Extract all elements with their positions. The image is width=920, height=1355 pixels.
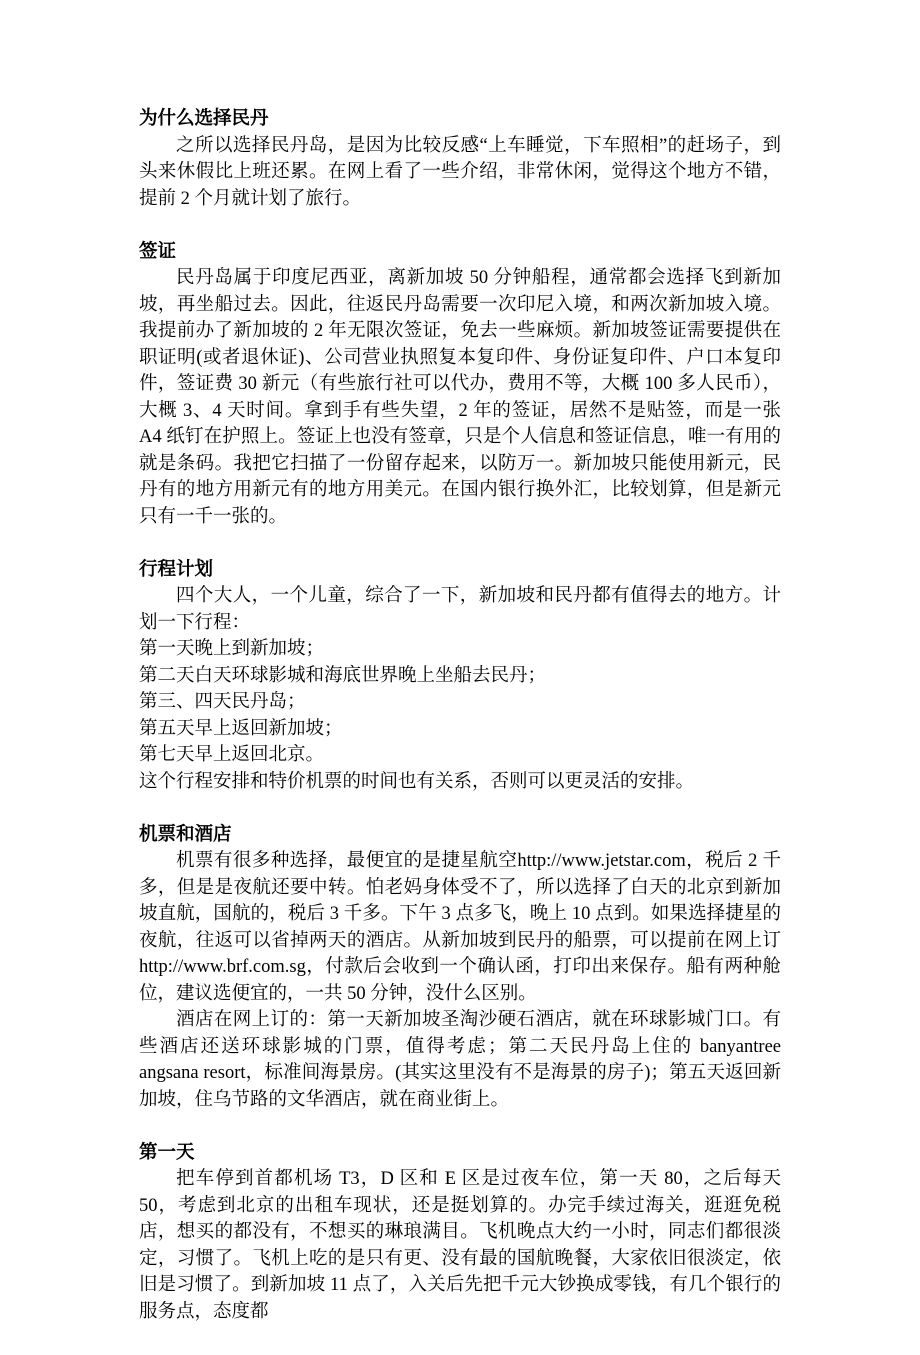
paragraph: 之所以选择民丹岛，是因为比较反感“上车睡觉，下车照相”的赶场子，到头来休假比上班还累。在网上看了一些介绍，非常休闲，觉得这个地方不错，提前 2 个月就计划了旅行。 — [139, 135, 781, 209]
section-heading: 签证 — [139, 241, 177, 262]
section-flights-hotels — [139, 822, 781, 1114]
paragraph: 机票有很多种选择，最便宜的是捷星航空http://www.jetstar.com，税后 2 千多，但是是夜航还要中转。怕老妈身体受不了，所以选择了白天的北京到新加坡直航，国航的，税后 3 千多。下午 3 点多飞，晚上 10 点到。如果选择捷星的夜航，往返可以省掉两天的酒店。从新加坡到民丹的船票，可以提前在网上订 http://www.brf.com.sg，付款后会收到一个确认函，打印出来保存。船有两种舱位，建议选便宜的，一共 50 分钟，没什么区别。 — [139, 851, 781, 1004]
section-itinerary — [139, 557, 781, 796]
paragraph: 酒店在网上订的：第一天新加坡圣淘沙硬石酒店，就在环球影城门口。有些酒店还送环球影城的门票，值得考虑；第二天民丹岛上住的 banyantree angsana resort，标准间海景房。(其实这里没有不是海景的房子)；第五天返回新加坡，住乌节路的文华酒店，就在商业街上。 — [139, 1010, 781, 1110]
itinerary-line: 第三、四天民丹岛； — [139, 692, 306, 712]
paragraph: 这个行程安排和特价机票的时间也有关系，否则可以更灵活的安排。 — [139, 771, 695, 792]
paragraph: 把车停到首都机场 T3，D 区和 E 区是过夜车位，第一天 80，之后每天 50，考虑到北京的出租车现状，还是挺划算的。办完手续过海关，逛逛免税店，想买的都没有，不想买的琳琅满目。飞机晚点大约一小时，同志们都很淡定，习惯了。飞机上吃的是只有更、没有最的国航晚餐，大家依旧很淡定，依旧是习惯了。到新加坡 11 点了，入关后先把千元大钞换成零钱，有几个银行的服务点，态度都 — [139, 1169, 781, 1322]
itinerary-line: 第七天早上返回北京。 — [139, 745, 325, 765]
section-why-bintan — [139, 106, 781, 212]
itinerary-line: 第五天早上返回新加坡； — [139, 718, 343, 739]
paragraph: 民丹岛属于印度尼西亚，离新加坡 50 分钟船程，通常都会选择飞到新加坡，再坐船过去。因此，往返民丹岛需要一次印尼入境，和两次新加坡入境。我提前办了新加坡的 2 年无限次签证，免去一些麻烦。新加坡签证需要提供在职证明(或者退休证)、公司营业执照复本复印件、身份证复印件、户口本复印件，签证费 30 新元（有些旅行社可以代办，费用不等，大概 100 多人民币），大概 3、4 天时间。拿到手有些失望，2 年的签证，居然不是贴签，而是一张 A4 纸钉在护照上。签证上也没有签章，只是个人信息和签证信息，唯一有用的就是条码。我把它扫描了一份留存起来，以防万一。新加坡只能使用新元，民丹有的地方用新元有的地方用美元。在国内银行换外汇，比较划算，但是新元只有一千一张的。 — [139, 268, 781, 527]
itinerary-line: 第二天白天环球影城和海底世界晚上坐船去民丹； — [139, 665, 547, 686]
section-heading: 行程计划 — [139, 559, 214, 580]
itinerary-line: 第一天晚上到新加坡； — [139, 639, 325, 659]
section-heading: 机票和酒店 — [139, 824, 232, 845]
section-heading: 为什么选择民丹 — [139, 109, 269, 129]
section-day-one — [139, 1140, 781, 1326]
paragraph: 四个大人，一个儿童，综合了一下，新加坡和民丹都有值得去的地方。计划一下行程： — [139, 586, 781, 633]
section-visa — [139, 239, 781, 531]
section-heading: 第一天 — [139, 1142, 195, 1163]
